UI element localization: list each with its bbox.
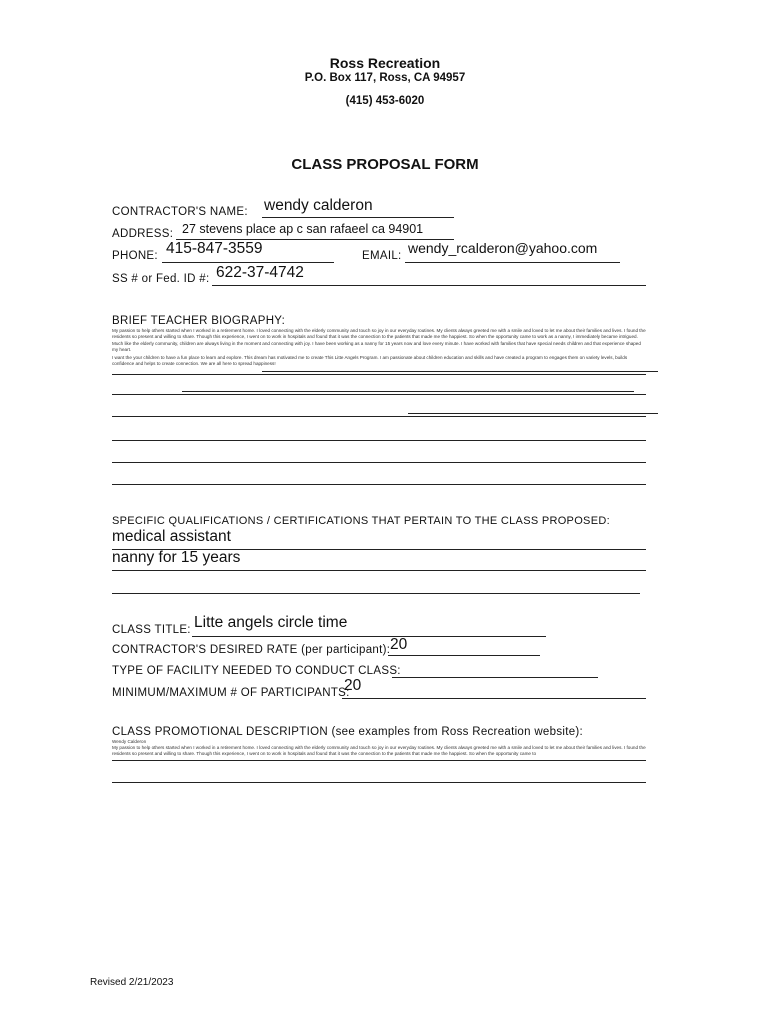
email-field[interactable]: wendy_rcalderon@yahoo.com [408,240,598,256]
qualifications-label: SPECIFIC QUALIFICATIONS / CERTIFICATIONS THAT PERTAIN TO THE CLASS PROPOSED: [112,515,610,527]
bio-line [112,440,646,441]
participants-line [342,698,646,699]
qualifications-line [112,570,646,571]
revised-date: Revised 2/21/2023 [90,977,174,988]
biography-text-2[interactable]: I want the your children to have a fun place to learn and explore. This dream has motivated me to create This Litte Angels Program. I am passionate about children education and skills and have created a program to engages them on variety levels, builds confidence and helps to create connection. We are all here to spread happiness! [112,355,628,367]
promo-label: CLASS PROMOTIONAL DESCRIPTION (see examples from Ross Recreation website): [112,726,584,738]
promo-line [112,782,646,783]
rate-label: CONTRACTOR'S DESIRED RATE (per participant): [112,644,391,656]
ss-field[interactable]: 622-37-4742 [216,264,304,281]
phone-line [162,262,334,263]
contractor-name-field[interactable]: wendy calderon [264,197,373,214]
address-field[interactable]: 27 stevens place ap c san rafaeel ca 94901 [182,222,424,236]
org-name: Ross Recreation [329,55,441,71]
contractor-name-label: CONTRACTOR'S NAME: [112,206,248,218]
rate-line [388,655,540,656]
bio-line [112,416,646,417]
facility-label: TYPE OF FACILITY NEEDED TO CONDUCT CLASS: [112,665,401,677]
address-label: ADDRESS: [112,228,174,240]
bio-line [112,462,646,463]
promo-line [112,760,646,761]
class-title-field[interactable]: Litte angels circle time [194,614,348,631]
bio-line [112,394,646,395]
email-line [405,262,620,263]
biography-label: BRIEF TEACHER BIOGRAPHY: [112,315,286,327]
facility-line[interactable] [392,677,598,678]
promo-author: Wendy Calderon [112,739,147,744]
phone-field[interactable]: 415-847-3559 [166,240,263,257]
class-title-line [192,636,546,637]
org-address: P.O. Box 117, Ross, CA 94957 [304,72,466,84]
bio-line [112,484,646,485]
phone-label: PHONE: [112,250,158,262]
ss-line [212,285,646,286]
org-phone: (415) 453-6020 [345,95,425,107]
biography-text[interactable]: My passion to help others started when I worked in a retirement home. I loved connecting with the elderly community and touch so joy in our everyday routines. My clients always greeted me with a smile and loved to let me about their families and lives. I found the residents so present and willing to share. Though this experience, I went on to work in hospitals and found that it was the connection to the patients that made me the happiest. So when the opportunity came to work as a nanny, I immediately became intrigued. Much like the elderly community, children are always living in the moment and connecting with joy. I have been working as a nanny for 15 years now and love every minute. I have worked with families that have special needs children and that experience shaped my heart. [112,328,646,353]
bio-line [182,391,634,392]
form-title: CLASS PROPOSAL FORM [291,156,479,173]
email-label: EMAIL: [362,250,402,262]
class-title-label: CLASS TITLE: [112,624,191,636]
rate-field[interactable]: 20 [390,636,408,653]
participants-field[interactable]: 20 [344,677,362,694]
bio-line [262,371,658,372]
participants-label: MINIMUM/MAXIMUM # OF PARTICIPANTS: [112,687,350,699]
qualifications-line [112,593,640,594]
promo-text[interactable]: My passion to help others started when I worked in a retirement home. I loved connecting with the elderly community and touch so joy in our everyday routines. My clients always greeted me with a smile and loved to let me about their families and lives. I found the residents so present and willing to share. Though this experience, I went on to work in hospitals and found that it was the connection to the patients that made me the happiest. So when the opportunity came to [112,745,646,757]
bio-line [408,413,658,414]
bio-line [112,374,646,375]
qualifications-field-2[interactable]: nanny for 15 years [112,549,241,566]
ss-label: SS # or Fed. ID #: [112,273,210,285]
contractor-name-line [262,217,454,218]
qualifications-field-1[interactable]: medical assistant [112,528,231,545]
